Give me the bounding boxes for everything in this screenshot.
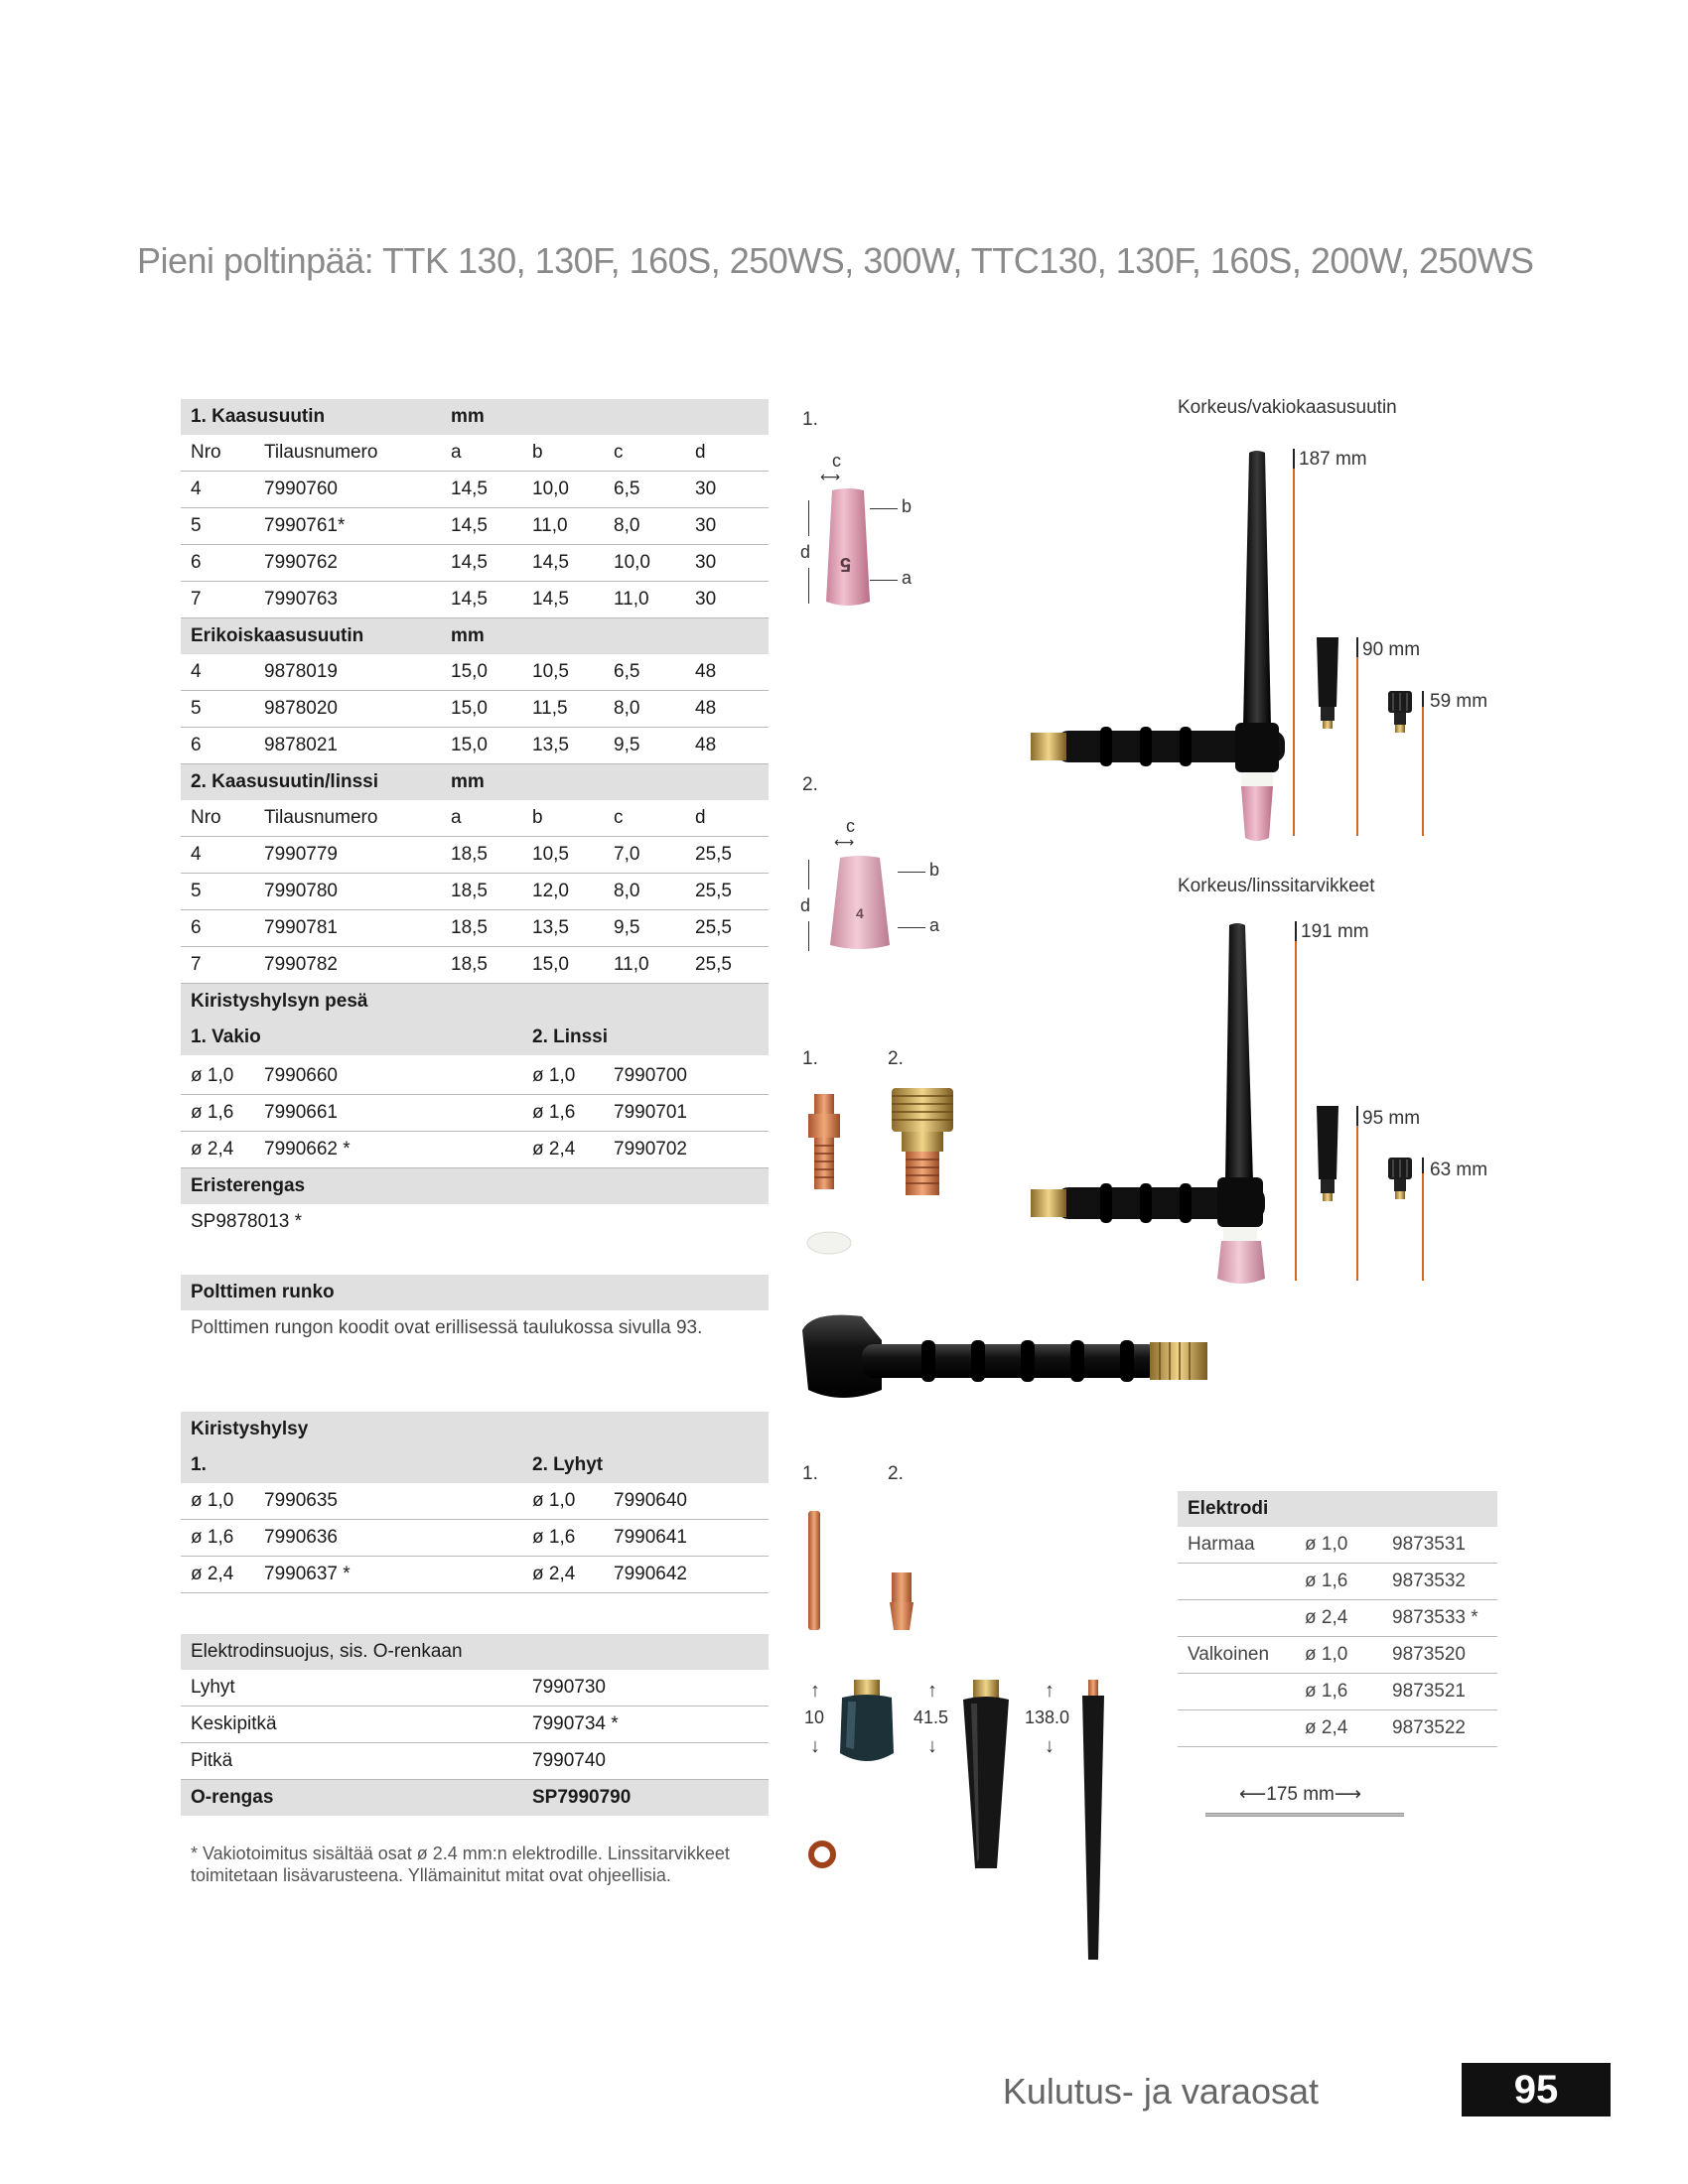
dim-label-d: d <box>800 895 811 915</box>
page-title: Pieni poltinpää: TTK 130, 130F, 160S, 250WS, 300W, TTC130, 130F, 160S, 200W, 250WS <box>137 240 1534 281</box>
sub-header: 1. <box>181 1447 522 1483</box>
back-cap-medium-side-image <box>1313 637 1342 729</box>
diagram-number: 2. <box>888 1048 904 1069</box>
table-row: Pitkä 7990740 <box>181 1743 769 1780</box>
o-ring-code: SP7990790 <box>522 1780 769 1817</box>
dim-label-d: d <box>800 542 811 562</box>
diagram-number: 1. <box>802 1048 818 1069</box>
section-header: Polttimen runko <box>181 1275 769 1310</box>
lens-nozzle-image <box>826 854 894 953</box>
table-row: 4 7990760 14,5 10,0 6,5 30 <box>181 472 769 508</box>
column-header-row: Nro Tilausnumero a b c d <box>181 800 769 837</box>
size-mark: 5 <box>840 553 852 575</box>
height-std-title: Korkeus/vakiokaasusuutin <box>1178 397 1397 418</box>
diagram-number: 1. <box>802 1463 818 1484</box>
section-header: Elektrodinsuojus, sis. O-renkaan <box>181 1634 769 1670</box>
gas-nozzle-image <box>822 486 874 610</box>
back-cap-table <box>181 1634 769 1816</box>
section-header: 1. Kaasusuutin <box>181 399 441 435</box>
back-cap-medium-side-image <box>1313 1106 1342 1201</box>
height-std-187: 187 mm <box>1299 449 1367 470</box>
section-header: Elektrodi <box>1178 1491 1497 1527</box>
o-ring-image <box>806 1839 838 1870</box>
table-row: Lyhyt 7990730 <box>181 1670 769 1706</box>
electrode-length <box>1239 1783 1361 1806</box>
table-row: 5 9878020 15,0 11,5 8,0 48 <box>181 691 769 728</box>
page-number: 95 <box>1462 2063 1611 2116</box>
insulator-ring-image <box>806 1231 852 1255</box>
table-row: 4 9878019 15,0 10,5 6,5 48 <box>181 654 769 691</box>
table-row: 6 9878021 15,0 13,5 9,5 48 <box>181 728 769 764</box>
dim-label-a: a <box>902 568 913 588</box>
sub-header: 2. Linssi <box>522 1020 769 1055</box>
table-row: 6 7990781 18,5 13,5 9,5 25,5 <box>181 910 769 947</box>
diagram-number: 1. <box>802 409 818 430</box>
torch-standard-image <box>1031 449 1299 842</box>
collet-table <box>181 1412 769 1593</box>
table-row: Valkoinen ø 1,0 9873520 <box>1178 1637 1497 1674</box>
height-std-59: 59 mm <box>1430 691 1488 712</box>
collet-std-image <box>806 1511 822 1630</box>
torch-body-section <box>181 1275 769 1346</box>
gas-nozzle-table: 1. Kaasusuutin mm Nro Tilausnumero a b c d 4 7990760 14,5 10,0 6,5 30 5 7990761* 14,5 11,0 8,0 30 6 7990762 14,5 14,5 10,0 30 7 7990763 14,5 14,5 11,0 30 Erikoiskaasusuutin mm 4 9878019 15,0 10,5 6,5 48 5 9878020 15,0 11,5 8,0 48 6 9878021 15,0 13,5 9,5 48 2. Kaasusuutin/linssi mm Nro Tilausnumero a b c d 4 7990779 18,5 10,5 7,0 25,5 5 7990780 18,5 12,0 8,0 25,5 6 7990781 18,5 13,5 9,5 25,5 7 7990782 18,5 15,0 11,0 25,5 Kiristyshylsyn pesä 1. Vakio 2. Linssi <box>181 399 769 1055</box>
dim-label-c: c <box>846 816 855 836</box>
table-row: ø 1,6 9873532 <box>1178 1564 1497 1600</box>
dim-label-c: c <box>832 451 841 471</box>
section-header: 2. Kaasusuutin/linssi <box>181 764 441 801</box>
section-header: Eristerengas <box>181 1168 769 1205</box>
height-lens-191: 191 mm <box>1301 921 1369 942</box>
sub-header: 2. Lyhyt <box>522 1447 769 1483</box>
table-row: ø 2,4 7990662 * ø 2,4 7990702 <box>181 1132 769 1168</box>
table-row: ø 1,0 7990635 ø 1,0 7990640 <box>181 1483 769 1520</box>
torch-body-note: Polttimen rungon koodit ovat erillisessä taulukossa sivulla 93. <box>191 1317 703 1338</box>
torch-body-image <box>802 1310 1219 1410</box>
arrow-right-icon: ⟶ <box>1334 1784 1362 1805</box>
table-row: ø 2,4 7990637 * ø 2,4 7990642 <box>181 1557 769 1593</box>
table-row: 4 7990779 18,5 10,5 7,0 25,5 <box>181 837 769 874</box>
dim-label-b: b <box>902 496 913 516</box>
cap-height-medium: 41.5 <box>914 1707 949 1727</box>
table-row: 5 7990780 18,5 12,0 8,0 25,5 <box>181 874 769 910</box>
electrode-table <box>1178 1491 1497 1747</box>
back-cap-short-side-image <box>1386 1158 1414 1199</box>
height-lens-title: Korkeus/linssitarvikkeet <box>1178 876 1375 896</box>
section-header: Kiristyshylsy <box>181 1412 769 1447</box>
o-ring-label: O-rengas <box>181 1780 522 1817</box>
cap-height-long: 138.0 <box>1025 1707 1070 1727</box>
section-header: Kiristyshylsyn pesä <box>181 984 769 1021</box>
table-row: ø 1,6 9873521 <box>1178 1674 1497 1710</box>
diagram-number: 2. <box>802 774 818 795</box>
table-row: 5 7990761* 14,5 11,0 8,0 30 <box>181 508 769 545</box>
table-row: Keskipitkä 7990734 * <box>181 1706 769 1743</box>
table-row: ø 1,6 7990636 ø 1,6 7990641 <box>181 1520 769 1557</box>
dim-label-a: a <box>929 915 940 935</box>
height-lens-95: 95 mm <box>1362 1108 1421 1129</box>
table-row: Harmaa ø 1,0 9873531 <box>1178 1527 1497 1564</box>
back-cap-long-image <box>1078 1680 1108 1960</box>
electrode-image <box>1205 1813 1404 1817</box>
table-row: ø 2,4 9873522 <box>1178 1710 1497 1747</box>
table-row: ø 1,6 7990661 ø 1,6 7990701 <box>181 1095 769 1132</box>
size-mark: 4 <box>856 905 864 921</box>
cap-height-short: 10 <box>804 1707 825 1727</box>
height-lens-63: 63 mm <box>1430 1160 1488 1180</box>
table-row: 7 7990763 14,5 14,5 11,0 30 <box>181 582 769 618</box>
column-header-row: Nro Tilausnumero a b c d <box>181 435 769 472</box>
collet-body-std-image <box>804 1094 844 1189</box>
insulator-code: SP9878013 * <box>191 1211 302 1232</box>
section-name: Kulutus- ja varaosat <box>1002 2071 1319 2112</box>
footnote: * Vakiotoimitus sisältää osat ø 2.4 mm:n elektrodille. Linssitarvikkeet toimitetaan lisävarusteena. Yllämainitut mitat ovat ohjeellisia. <box>191 1843 730 1885</box>
collet-body-table <box>181 1058 769 1240</box>
sub-header: 1. Vakio <box>181 1020 522 1055</box>
collet-body-lens-image <box>886 1088 959 1195</box>
electrode-length-label: 175 mm <box>1266 1784 1335 1805</box>
section-header: Erikoiskaasusuutin <box>181 618 441 655</box>
dim-label-b: b <box>929 860 940 880</box>
table-row: ø 2,4 9873533 * <box>1178 1600 1497 1637</box>
back-cap-medium-image <box>959 1680 1013 1870</box>
height-std-90: 90 mm <box>1362 639 1421 660</box>
back-cap-short-side-image <box>1386 691 1414 733</box>
table-row: 6 7990762 14,5 14,5 10,0 30 <box>181 545 769 582</box>
arrow-left-icon: ⟵ <box>1239 1784 1267 1805</box>
back-cap-short-image <box>836 1680 898 1765</box>
diagram-number: 2. <box>888 1463 904 1484</box>
collet-short-image <box>888 1572 915 1630</box>
torch-lens-image <box>1031 921 1299 1289</box>
table-row: ø 1,0 7990660 ø 1,0 7990700 <box>181 1058 769 1095</box>
table-row: 7 7990782 18,5 15,0 11,0 25,5 <box>181 947 769 984</box>
